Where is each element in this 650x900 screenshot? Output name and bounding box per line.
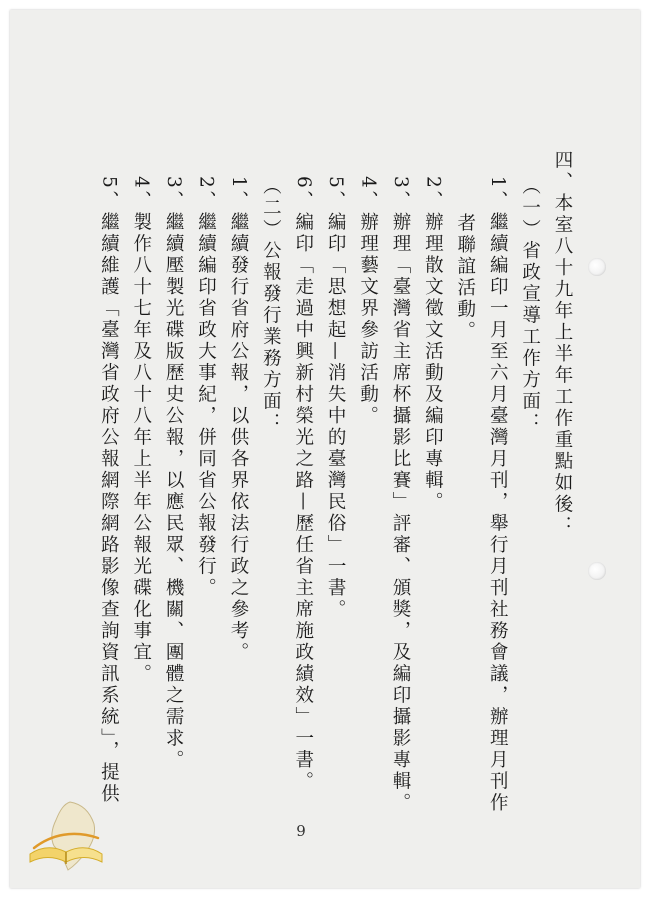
list-item: 1、繼續編印一月至六月臺灣月刊，舉行月刊社務會議，辦理月刊作 xyxy=(487,176,509,815)
subsection-heading: （二）公報發行業務方面： xyxy=(260,176,282,434)
subsection-heading: （一）省政宣導工作方面： xyxy=(519,176,541,434)
list-item: 2、辦理散文徵文活動及編印專輯。 xyxy=(422,176,444,514)
list-item: 4、辦理藝文界參訪活動。 xyxy=(357,176,379,428)
page-number: 9 xyxy=(296,822,306,840)
section-heading: 四、本室八十九年上半年工作重點如後： xyxy=(552,150,573,537)
list-item-continuation: 者聯誼活動。 xyxy=(454,213,476,342)
list-item: 3、辦理「臺灣省主席杯攝影比賽」評審、頒獎，及編印攝影專輯。 xyxy=(389,176,411,815)
list-item: 5、編印「思想起—消失中的臺灣民俗」一書。 xyxy=(325,176,347,621)
list-item: 3、繼續壓製光碟版歷史公報，以應民眾、機關、團體之需求。 xyxy=(163,176,185,772)
taiwan-book-logo xyxy=(24,798,116,872)
list-item: 5、繼續維護「臺灣省政府公報網際網路影像查詢資訊系統」，提供 xyxy=(98,176,120,806)
document-page xyxy=(10,10,640,888)
punch-hole-top xyxy=(588,258,606,276)
punch-hole-bottom xyxy=(588,562,606,580)
list-item: 1、繼續發行省府公報，以供各界依法行政之參考。 xyxy=(227,176,249,664)
list-item: 4、製作八十七年及八十八年上半年公報光碟化事宜。 xyxy=(130,176,152,686)
document-body xyxy=(92,150,578,830)
book-right-page xyxy=(66,848,102,862)
list-item: 2、繼續編印省政大事紀，併同省公報發行。 xyxy=(195,176,217,600)
book-left-page xyxy=(30,848,66,862)
list-item: 6、編印「走過中興新村榮光之路—歷任省主席施政績效」一書。 xyxy=(292,176,314,793)
